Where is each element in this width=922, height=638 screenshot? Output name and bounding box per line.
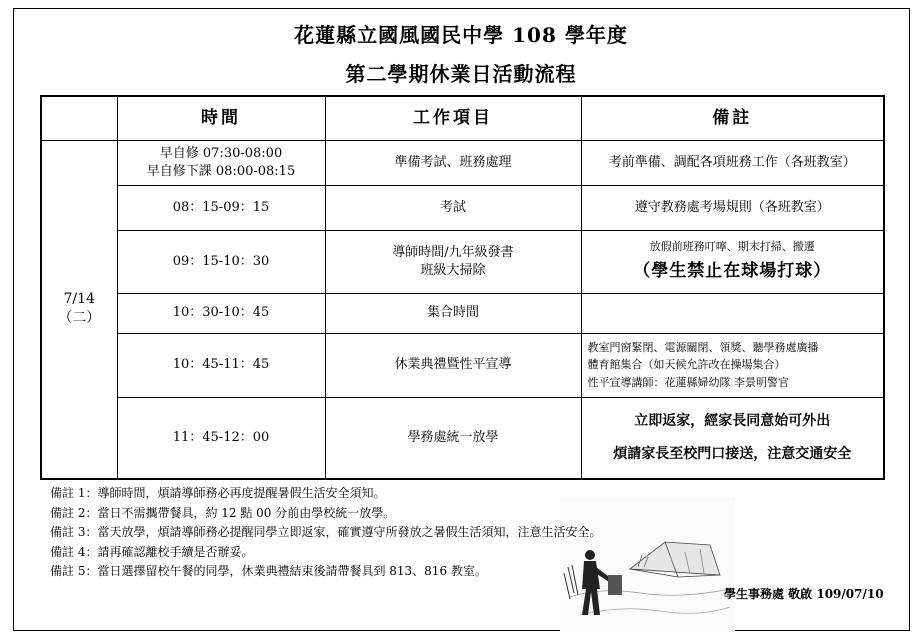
document-subtitle: 第二學期休業日活動流程 [345,62,577,86]
note-cell [581,230,884,293]
schedule-table [40,95,885,480]
time-cell [117,230,325,293]
footnote-text: 備註 3：當天放學，煩請導師務必提醒同學立即返家，確實遵守所發放之暑假生活須知，注意生活安全。 [50,525,602,539]
footnote-text: 備註 4：請再確認離校手續是否辦妥。 [50,544,254,559]
item-text: 班級大掃除 [420,262,486,278]
time-cell [117,185,325,230]
table-row [41,293,884,333]
item-text: 學務處統一放學 [407,429,499,445]
item-header: 工作項目 [325,96,581,140]
date-text: 7/14 [63,291,95,308]
time-text: 早自修下課 08:00-08:15 [146,163,296,179]
table-row [41,230,884,293]
weekday-text: （二） [58,310,101,327]
item-cell [325,230,581,293]
time-text: 10：30-10：45 [172,305,270,321]
time-cell [117,333,325,397]
note-emphasis-text: （學生禁止在球場打球） [633,261,832,282]
time-cell [117,397,325,479]
note-cell [581,293,884,333]
document-title: 花蓮縣立國風國民中學 108 學年度 [294,23,628,47]
item-text: 準備考試、班務處理 [394,154,512,170]
note-emphasis-text: 煩請家長至校門口接送，注意交通安全 [613,445,852,462]
note-header: 備註 [581,96,884,140]
item-cell [325,140,581,185]
table-header-row [41,96,884,140]
time-text: 11：45-12：00 [172,429,270,445]
footnote-text: 備註 1：導師時間，煩請導師務必再度提醒暑假生活安全須知。 [50,486,386,500]
item-text: 休業典禮暨性平宣導 [394,357,512,373]
note-text: 性平宣導講師：花蓮縣婦幼隊 李景明警官 [587,375,789,389]
item-cell [325,333,581,397]
time-text: 早自修 07:30-08:00 [159,145,283,161]
note-text: 遵守教務處考場規則（各班教室） [634,199,830,215]
time-header: 時間 [117,96,325,140]
note-text: 體育館集合（如天候允許改在操場集合） [587,358,786,372]
signature: 學生事務處 敬啟 109/07/10 [724,587,884,601]
table-row [41,333,884,397]
time-cell [117,293,325,333]
item-text: 導師時間/九年級發書 [392,244,514,260]
time-text: 09：15-10：30 [172,253,270,269]
table-row [41,185,884,230]
footnotes [50,484,601,582]
time-cell [117,140,325,185]
note-text: 教室門窗緊閉、電源關閉、領獎、聽學務處廣播 [587,341,819,355]
note-cell [581,397,884,479]
table-row [41,140,884,185]
date-header-cell [41,96,117,140]
footnote-text: 備註 5：當日選擇留校午餐的同學，休業典禮結束後請帶餐具到 813、816 教室。 [50,564,487,578]
item-cell [325,185,581,230]
time-text: 08：15-09：15 [172,199,270,215]
item-text: 考試 [439,199,466,215]
item-cell [325,397,581,479]
time-text: 10：45-11：45 [172,357,270,373]
table-row [41,397,884,479]
note-text: 放假前班務叮嚀、期末打掃、搬遷 [649,239,815,253]
date-cell [41,140,117,479]
note-cell [581,140,884,185]
item-text: 集合時間 [426,305,479,321]
note-text: 考前準備、調配各項班務工作（各班教室） [608,154,856,170]
item-cell [325,293,581,333]
note-cell [581,185,884,230]
footnote-text: 備註 2：當日不需攜帶餐具，約 12 點 00 分前由學校統一放學。 [50,505,396,520]
note-cell [581,333,884,397]
note-emphasis-text: 立即返家，經家長同意始可外出 [634,412,831,429]
